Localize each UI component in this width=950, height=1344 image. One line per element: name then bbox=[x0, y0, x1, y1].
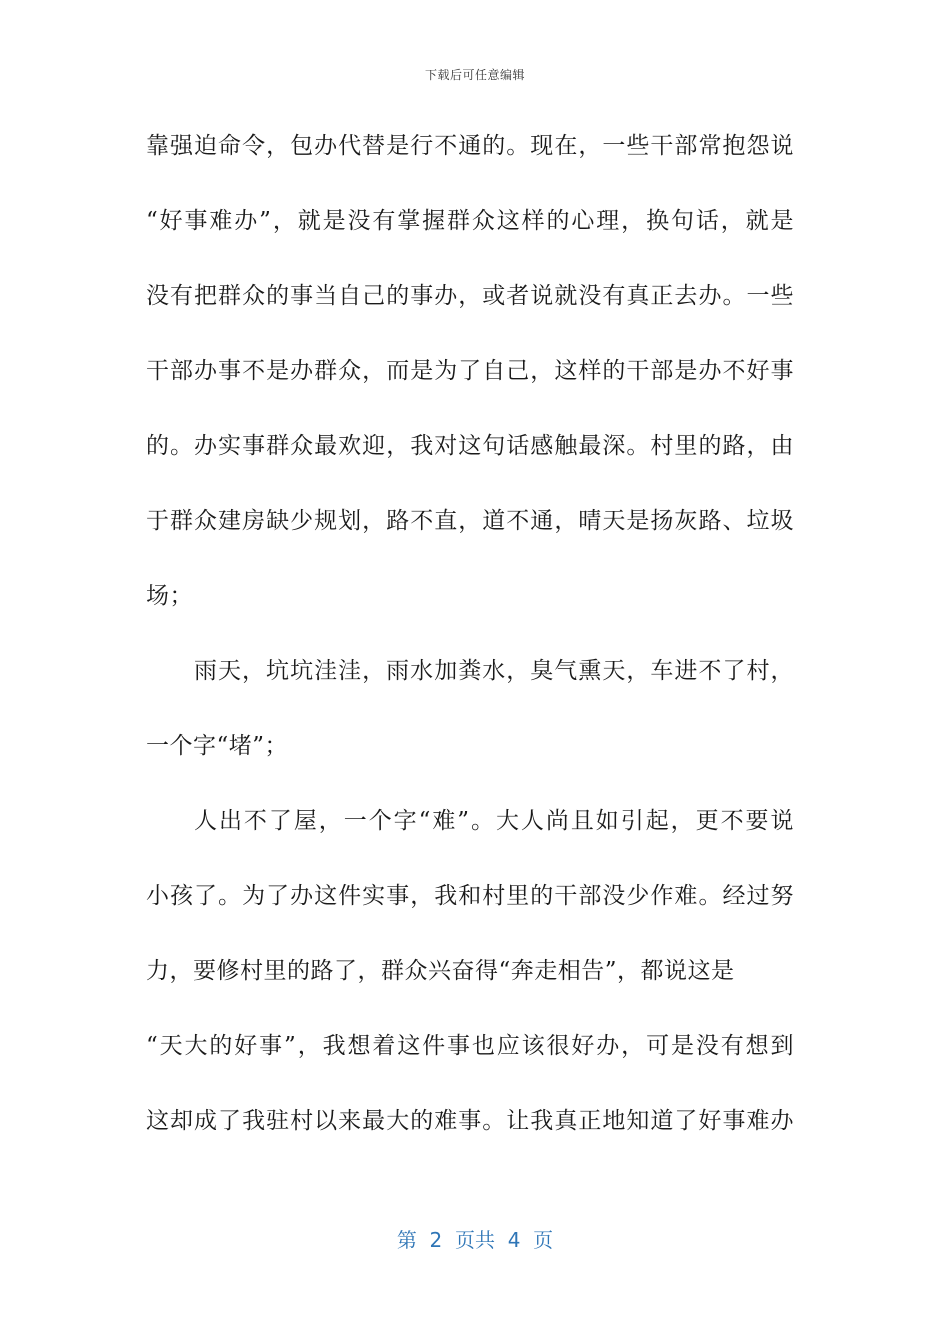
page-header: 下载后可任意编辑 bbox=[424, 68, 525, 82]
text-line: 小孩了。为了办这件实事，我和村里的干部没少作难。经过努 bbox=[146, 883, 794, 909]
text-line: “好事难办”，就是没有掌握群众这样的心理，换句话，就是 bbox=[146, 208, 794, 234]
text-line: 雨天，坑坑洼洼，雨水加粪水，臭气熏天，车进不了村， bbox=[194, 658, 794, 684]
text-line: 力，要修村里的路了，群众兴奋得“奔走相告”，都说这是 bbox=[146, 958, 735, 984]
text-line: 于群众建房缺少规划，路不直，道不通，晴天是扬灰路、垃圾 bbox=[146, 508, 794, 534]
text-line: 人出不了屋，一个字“难”。大人尚且如引起，更不要说 bbox=[194, 808, 794, 834]
text-line: 场； bbox=[146, 583, 193, 609]
text-line: “天大的好事”，我想着这件事也应该很好办，可是没有想到 bbox=[146, 1033, 794, 1059]
text-line: 这却成了我驻村以来最大的难事。让我真正地知道了好事难办 bbox=[146, 1108, 794, 1134]
page-footer: 第 2 页共 4 页 bbox=[396, 1228, 554, 1252]
text-line: 的。办实事群众最欢迎，我对这句话感触最深。村里的路，由 bbox=[146, 433, 794, 459]
text-line: 干部办事不是办群众，而是为了自己，这样的干部是办不好事 bbox=[146, 358, 794, 384]
text-line: 一个字“堵”； bbox=[146, 733, 289, 759]
text-line: 靠强迫命令，包办代替是行不通的。现在，一些干部常抱怨说 bbox=[146, 133, 794, 159]
text-line: 没有把群众的事当自己的事办，或者说就没有真正去办。一些 bbox=[146, 283, 794, 309]
body-text bbox=[146, 128, 794, 1178]
